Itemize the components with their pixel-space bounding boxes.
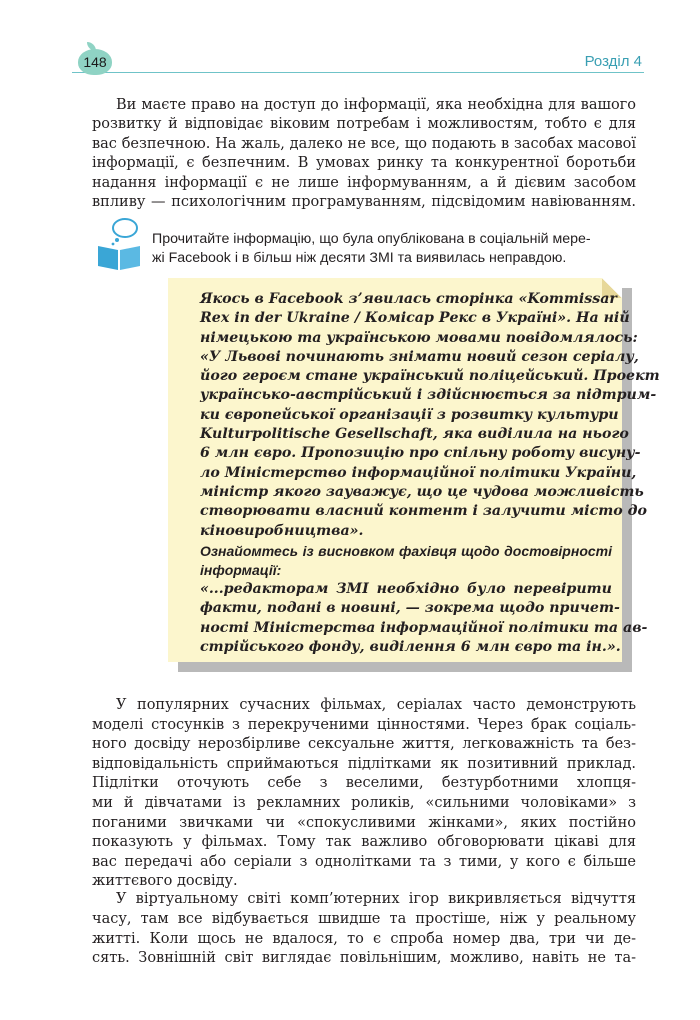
text-line: інформації: [200,562,282,578]
text-line: німецькою та українською мовами повідомлялось: [200,329,638,346]
text-line: надання інформації є не лише інформуванням, а й дієвим засобом [92,174,636,191]
text-line: кіновиробництва». [200,522,364,539]
text-line: Прочитайте інформацію, що була опублікована в соціальній мере- [152,231,591,247]
text-line: часу, там все відбувається швидше та простіше, ніж у реальному [92,910,636,927]
reading-book-icon [96,216,142,270]
fake-news-text [200,290,660,541]
text-line: ки європейської організації з розвитку культури [200,406,619,423]
text-line: «...редакторам ЗМІ необхідно було перевірити [200,581,612,597]
text-line: жі Facebook і в більш ніж десяти ЗМІ та виявилась неправдою. [152,250,567,266]
intro-paragraph [92,96,636,212]
apple-leaf-icon [87,42,96,51]
text-line: відповідальність сприймаються підлітками як позитивний приклад. [92,755,636,772]
text-line: показують у фільмах. Тому так важливо обговорювати цікаві для [92,834,636,851]
text-line: українсько-австрійський і здійснюється за підтрим- [200,387,657,404]
text-line: У популярних сучасних фільмах, серіалах часто демонструють [116,697,636,713]
expert-instruction [200,542,612,580]
text-line: життєвого досвіду. [92,873,238,890]
page-number: 148 [83,54,107,70]
text-line: його героєм стане український поліцейський. Проект [200,368,660,385]
text-line: стрійського фонду, виділення 6 млн євро та ін.». [200,638,621,655]
text-line: інформації, є безпечним. В умовах ринку та конкурентної боротьби [92,155,636,172]
text-line: вас безпечною. На жаль, далеко не все, що подають в засобах масової [92,135,636,152]
section-label: Розділ 4 [584,53,642,70]
text-line: 6 млн євро. Пропозицію про спільну роботу висуну- [200,445,641,462]
text-line: Ви маєте право на доступ до інформації, яка необхідна для вашого [116,97,636,113]
text-line: Kulturpolitische Gesellschaft, яка виділила на нього [200,426,629,443]
text-line: ло Міністерство інформаційної політики України, [200,464,637,481]
text-line: Rex in der Ukraine / Комісар Рекс в Україні». На ній [200,310,630,327]
text-line: сять. Зовнішній світ виглядає повільнішим, можливо, навіть не та- [92,950,636,967]
text-line: створювати власний контент і залучити місто до [200,503,647,520]
task-instruction [152,230,634,268]
text-line: «У Львові починають знімати новий сезон серіалу, [200,348,639,365]
text-line: факти, подані в новині, — зокрема щодо причет- [200,600,620,617]
text-line: Ознайомтесь із висновком фахівця щодо достовірності [200,543,612,559]
text-line: впливу — психологічним програмуванням, підсвідомим навіюванням. [92,194,636,211]
text-line: розвитку й відповідає віковим потребам і можливостям, тобто є для [92,116,636,133]
header-rule [72,72,644,73]
text-line: поганими звичками чи «спокусливими жінками», яких постійно [92,814,636,831]
text-line: міністр якого зауважує, що це чудова можливість [200,483,644,500]
text-line: житті. Коли щось не вдалося, то є спроба номер два, три чи де- [92,930,636,947]
text-line: У віртуальному світі комп’ютерних ігор викривляється відчуття [116,891,636,907]
films-paragraph [92,696,636,892]
text-line: ного досвіду нерозбірливе сексуальне життя, легковажність та без- [92,736,636,753]
text-line: вас передачі або серіали з однолітками та з тими, у кого є більше [92,853,636,870]
text-line: ми й дівчатами із рекламних роликів, «сильними чоловіками» з [92,794,636,811]
expert-quote [200,580,648,657]
text-line: Підлітки оточують себе з веселими, безтурботними хлопця- [92,775,636,792]
games-paragraph [92,890,636,969]
text-line: Якось в Facebook з’явилась сторінка «Kommissar [200,291,617,307]
text-line: ності Міністерства інформаційної політики та ав- [200,619,648,636]
text-line: моделі стосунків з перекрученими цінностями. Через брак соціаль- [92,716,636,733]
